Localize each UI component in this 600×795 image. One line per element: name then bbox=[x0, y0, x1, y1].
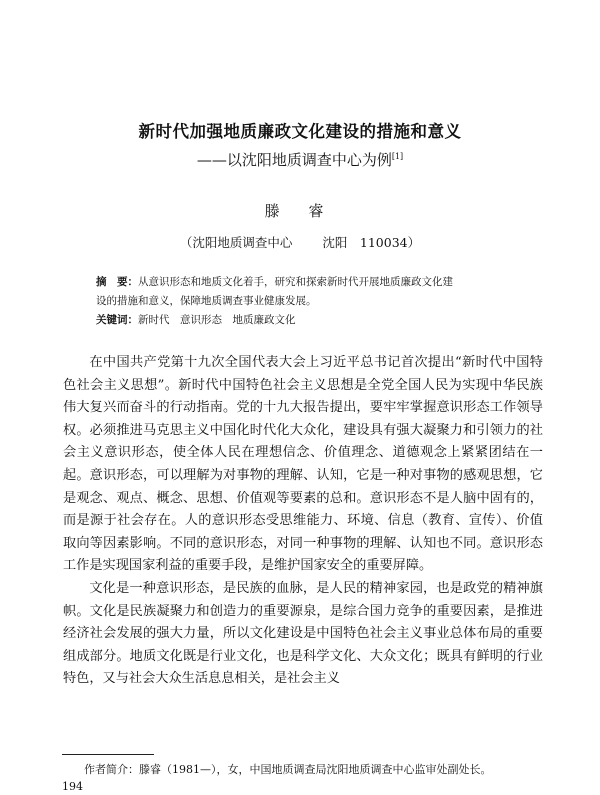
affiliation-org: （沈阳地质调查中心 bbox=[179, 235, 293, 250]
author-name: 滕 睿 bbox=[264, 202, 336, 220]
keywords-line bbox=[96, 311, 536, 330]
article-subtitle bbox=[0, 149, 600, 170]
abstract-label: 摘 要： bbox=[96, 276, 138, 288]
subtitle-text: ——以沈阳地质调查中心为例 bbox=[196, 151, 392, 169]
keywords-label: 关键词： bbox=[96, 314, 138, 326]
abstract-text-1: 从意识形态和地质文化着手，研究和探索新时代开展地质廉政文化建 bbox=[138, 276, 453, 288]
abstract-block bbox=[96, 273, 536, 330]
page-number: 194 bbox=[62, 780, 83, 793]
abstract-line-1 bbox=[96, 273, 536, 292]
subtitle-reference: [1] bbox=[391, 152, 404, 161]
article-body bbox=[63, 352, 543, 691]
body-paragraph-1: 在中国共产党第十九次全国代表大会上习近平总书记首次提出“新时代中国特色社会主义思想”。新时代中国特色社会主义思想是全党全国人民为实现中华民族伟大复兴而奋斗的行动指南。党的十九大报告提出，要牢牢掌握意识形态工作领导权。必须推进马克思主义中国化时代化大众化，建设具有强大凝聚力和引领力的社会主义意识形态，使全体人民在理想信念、价值理念、道德观念上紧紧团结在一起。意识形态，可以理解为对事物的理解、认知，它是一种对事物的感观思想，它是观念、观点、概念、思想、价值观等要素的总和。意识形态不是人脑中固有的，而是源于社会存在。人的意识形态受思维能力、环境、信息（教育、宣传）、价值取向等因素影响。不同的意识形态，对同一种事物的理解、认知也不同。意识形态工作是实现国家利益的重要手段，是维护国家安全的重要屏障。 bbox=[63, 355, 543, 574]
author-affiliation bbox=[0, 233, 600, 251]
author-footnote: 作者简介：滕睿（1981—），女，中国地质调查局沈阳地质调查中心监审处副处长。 bbox=[84, 763, 492, 776]
footnote-divider bbox=[62, 754, 154, 755]
article-title: 新时代加强地质廉政文化建设的措施和意义 bbox=[138, 122, 462, 141]
body-paragraph-2: 文化是一种意识形态，是民族的血脉，是人民的精神家园，也是政党的精神旗帜。文化是民族凝聚力和创造力的重要源泉，是综合国力竞争的重要因素，是推进经济社会发展的强大力量，所以文化建设是中国特色社会主义事业总体布局的重要组成部分。地质文化既是行业文化，也是科学文化、大众文化；既具有鲜明的行业特色，又与社会大众生活息息相关，是社会主义 bbox=[63, 580, 543, 687]
keywords-text: 新时代 意识形态 地质廉政文化 bbox=[138, 314, 296, 326]
abstract-line-2: 设的措施和意义，保障地质调查事业健康发展。 bbox=[96, 295, 317, 307]
affiliation-city-postcode: 沈阳 110034） bbox=[322, 235, 421, 250]
